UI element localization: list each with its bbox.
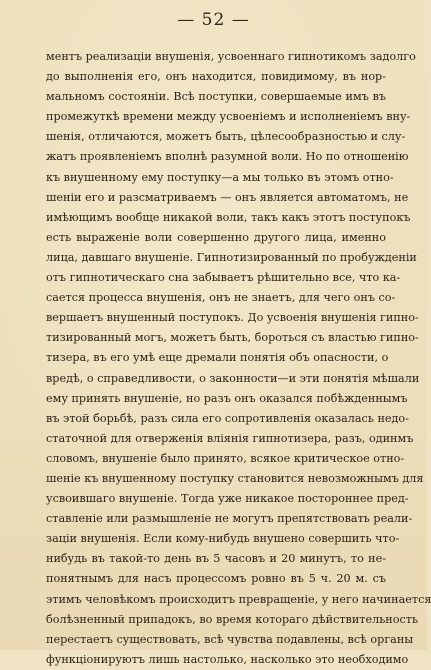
- text-line: ему принять внушеніе, но разъ онъ оказался побѣжденнымъ: [46, 391, 408, 405]
- text-line: промежуткѣ времени между усвоеніемъ и исполненіемъ вну-: [46, 110, 411, 124]
- text-line: шеніе къ внушенному поступку становится невозможнымъ для: [46, 471, 424, 485]
- text-line: до выполненія его, онъ находится, повидимому, въ нор-: [46, 70, 386, 84]
- text-line: ментъ реализаціи внушенія, усвоеннаго гипнотикомъ задолго: [46, 50, 416, 63]
- text-line: имѣющимъ вообще никакой воли, такъ какъ этотъ поступокъ: [46, 210, 411, 224]
- text-line: тизированный могъ, можетъ быть, бороться съ властью гипно-: [46, 331, 419, 345]
- text-line: въ этой борьбѣ, разъ сила его сопротивленія оказалась недо-: [46, 411, 409, 425]
- text-line: усвоившаго внушеніе. Тогда уже никакое постороннее пред-: [46, 492, 409, 506]
- text-line: нибудь въ такой-то день въ 5 часовъ и 20 минутъ, то не-: [46, 552, 386, 566]
- text-line: перестаетъ существовать, всѣ чувства подавлены, всѣ органы: [46, 632, 414, 646]
- text-line: словомъ, внушеніе было принято, всякое критическое отно-: [46, 451, 405, 465]
- text-line: лица, давшаго внушеніе. Гипнотизированный по пробужденіи: [46, 250, 417, 264]
- text-line: жатъ проявленіемъ вполнѣ разумной воли. Но по отношенію: [46, 150, 409, 164]
- text-line: ставленіе или размышленіе не могутъ препятствовать реали-: [46, 512, 413, 526]
- text-line: вредѣ, о справедливости, о законности—и эти понятія мѣшали: [46, 371, 420, 385]
- text-line: вершаетъ внушенный поступокъ. До усвоенія внушенія гипно-: [46, 311, 419, 325]
- text-line: тизера, въ его умѣ еще дремали понятія объ опасности, о: [46, 351, 389, 365]
- text-line: сается процесса внушенія, онъ не знаетъ, для чего онъ со-: [46, 291, 396, 305]
- page-number: — 52 —: [177, 10, 250, 30]
- text-line: понятнымъ для насъ процессомъ ровно въ 5 ч. 20 м. съ: [46, 572, 386, 586]
- body-text: [46, 47, 431, 670]
- text-line: статочной для отверженія вліянія гипнотизера, разъ, одинмъ: [46, 431, 414, 445]
- text-line: шенія, отличаются, можетъ быть, цѣлесообразностью и слу-: [46, 130, 406, 144]
- text-line: заціи внушенія. Если кому-нибудь внушено совершить что-: [46, 532, 400, 546]
- text-line: есть выраженіе воли совершенно другого лица, именно: [46, 230, 386, 244]
- text-line: къ внушенному ему поступку—а мы только въ этомъ отно-: [46, 170, 394, 184]
- text-line: шеніи его и разсматриваемъ — онъ является автоматомъ, не: [46, 190, 409, 204]
- text-line: функціонируютъ лишь настолько, насколько это необходимо: [46, 652, 409, 666]
- text-line: этимъ человѣкомъ происходитъ превращеніе, у него начинается: [46, 592, 431, 606]
- text-line: мальномъ состояніи. Всѣ поступки, совершаемые имъ въ: [46, 90, 386, 104]
- text-line: отъ гипнотическаго сна забываетъ рѣшительно все, что ка-: [46, 271, 401, 285]
- text-line: болѣзненный припадокъ, во время котораго дѣйствительность: [46, 612, 419, 626]
